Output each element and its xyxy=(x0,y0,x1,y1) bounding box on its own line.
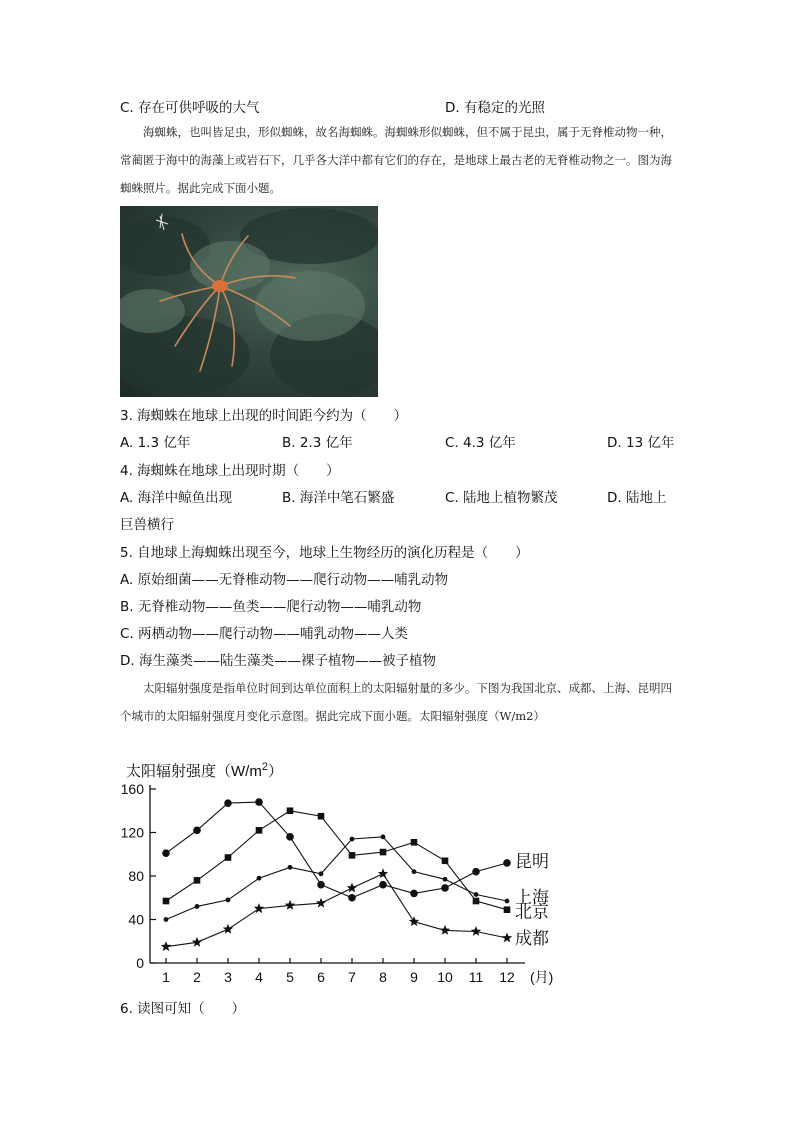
q4-option-d-continued: 巨兽横行 xyxy=(120,517,174,533)
q2-option-c: C. 存在可供呼吸的大气 xyxy=(120,100,260,116)
data-point xyxy=(257,876,262,881)
q4-option-a: A. 海洋中鲸鱼出现 xyxy=(120,490,233,506)
data-point xyxy=(162,849,170,857)
q5-option-d: D. 海生藻类——陆生藻类——裸子植物——被子植物 xyxy=(120,653,436,669)
series-label: 昆明 xyxy=(515,851,549,871)
data-point xyxy=(443,877,448,882)
y-tick-label: 80 xyxy=(128,868,144,884)
series-label: 成都 xyxy=(515,928,549,948)
series-label: 上海 xyxy=(515,888,549,908)
data-point xyxy=(225,854,232,861)
x-tick-label: 1 xyxy=(162,969,170,985)
data-point xyxy=(440,925,450,935)
data-point xyxy=(474,892,479,897)
series-small-dot xyxy=(164,834,549,921)
data-point xyxy=(161,941,171,951)
y-tick-label: 160 xyxy=(120,781,144,797)
data-point xyxy=(411,839,418,846)
chart-series xyxy=(161,798,549,951)
x-tick-label: 10 xyxy=(437,969,453,985)
data-point xyxy=(226,898,231,903)
data-point xyxy=(223,924,233,934)
data-point xyxy=(349,852,356,859)
data-point xyxy=(195,904,200,909)
sea-spider-photo xyxy=(120,206,378,397)
y-tick-label: 120 xyxy=(120,824,144,841)
q3-option-a: A. 1.3 亿年 xyxy=(120,435,191,451)
data-point xyxy=(348,894,356,902)
q6-stem: 6. 读图可知（ ） xyxy=(120,1001,246,1017)
data-point xyxy=(194,877,201,884)
x-tick-label: 3 xyxy=(224,969,232,985)
data-point xyxy=(412,869,417,874)
q5-option-c: C. 两栖动物——爬行动物——哺乳动物——人类 xyxy=(120,626,409,642)
data-point xyxy=(379,881,387,889)
data-point xyxy=(287,807,294,814)
q4-option-d: D. 陆地上 xyxy=(607,490,667,506)
data-point xyxy=(224,799,232,807)
solar-radiation-chart xyxy=(110,756,580,990)
q4-stem: 4. 海蜘蛛在地球上出现时期（ ） xyxy=(120,463,340,479)
data-point xyxy=(192,937,202,947)
x-tick-label: 9 xyxy=(410,969,418,985)
data-point xyxy=(441,884,449,892)
data-point xyxy=(442,857,449,864)
data-point xyxy=(473,898,480,905)
q5-option-a: A. 原始细菌——无脊椎动物——爬行动物——哺乳动物 xyxy=(120,572,449,588)
data-point xyxy=(410,890,418,898)
series-line xyxy=(166,811,507,910)
solar-radiation-passage: 太阳辐射强度是指单位时间到达单位面积上的太阳辐射量的多少。下图为我国北京、成都、上海、昆明四个城市的太阳辐射强度月变化示意图。据此完成下面小题。太阳辐射强度（W/m2） xyxy=(120,681,672,723)
q4-option-c: C. 陆地上植物繁茂 xyxy=(445,490,558,506)
x-tick-label: 6 xyxy=(317,969,325,985)
q4-option-b: B. 海洋中笔石繁盛 xyxy=(282,490,395,506)
q3-stem: 3. 海蜘蛛在地球上出现的时间距今约为（ ） xyxy=(120,408,408,424)
series-square xyxy=(163,807,549,921)
data-point xyxy=(504,906,511,913)
x-tick-label: 11 xyxy=(468,969,484,985)
q5-stem: 5. 自地球上海蜘蛛出现至今，地球上生物经历的演化历程是（ ） xyxy=(120,545,529,561)
data-point xyxy=(193,827,201,835)
y-tick-label: 0 xyxy=(136,955,144,971)
series-star xyxy=(161,868,549,951)
x-tick-label: 2 xyxy=(193,969,201,985)
data-point xyxy=(288,865,293,870)
q2-option-d: D. 有稳定的光照 xyxy=(445,100,545,116)
data-point xyxy=(503,859,511,867)
data-point xyxy=(255,798,263,806)
series-line xyxy=(166,802,507,898)
x-tick-label: 7 xyxy=(348,969,356,985)
data-point xyxy=(318,813,325,820)
data-point xyxy=(347,883,357,893)
data-point xyxy=(285,900,295,910)
x-tick-label: 8 xyxy=(379,969,387,985)
data-point xyxy=(319,871,324,876)
series-line xyxy=(166,837,507,920)
data-point xyxy=(256,827,263,834)
series-label: 北京 xyxy=(515,902,549,922)
q3-option-c: C. 4.3 亿年 xyxy=(445,435,516,451)
chart-y-axis-title: 太阳辐射强度$(W/m^2)$ xyxy=(126,761,283,780)
data-point xyxy=(317,881,325,889)
data-point xyxy=(350,837,355,842)
data-point xyxy=(409,916,419,926)
y-tick-label: 40 xyxy=(128,911,144,928)
data-point xyxy=(381,834,386,839)
x-tick-label: 4 xyxy=(255,969,263,985)
q3-option-d: D. 13 亿年 xyxy=(607,435,675,451)
data-point xyxy=(505,899,510,904)
data-point xyxy=(502,933,512,943)
chart-x-axis-unit: (月) xyxy=(530,969,554,985)
sea-spider-passage: 海蜘蛛，也叫皆足虫，形似蜘蛛，故名海蜘蛛。海蜘蛛形似蜘蛛，但不属于昆虫，属于无脊椎动物一种，常蔺匿于海中的海藻上或岩石下，几乎各大洋中都有它们的存在，是地球上最古老的无脊椎动物之一。图为海蜘蛛照片。据此完成下面小题。 xyxy=(120,125,672,195)
x-tick-label: 12 xyxy=(499,969,515,985)
q3-option-b: B. 2.3 亿年 xyxy=(282,435,353,451)
data-point xyxy=(316,898,326,908)
data-point xyxy=(378,868,388,878)
x-tick-label: 5 xyxy=(286,969,294,985)
data-point xyxy=(471,926,481,936)
data-point xyxy=(472,868,480,876)
data-point xyxy=(163,898,170,905)
data-point xyxy=(286,833,294,841)
data-point xyxy=(380,849,387,856)
q5-option-b: B. 无脊椎动物——鱼类——爬行动物——哺乳动物 xyxy=(120,599,422,615)
data-point xyxy=(164,917,169,922)
